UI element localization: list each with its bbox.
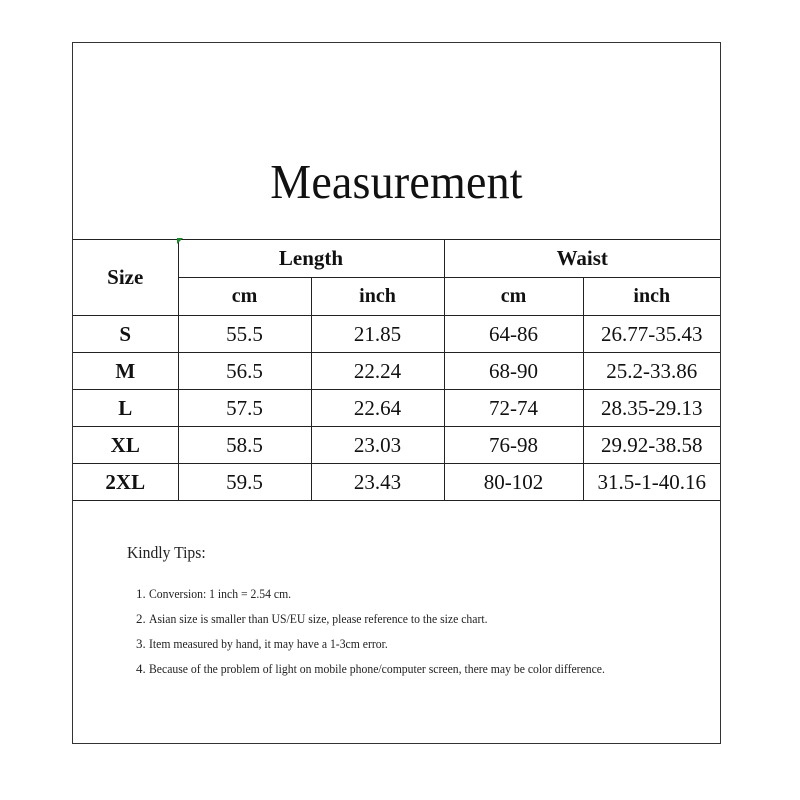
size-table [73,239,720,501]
tip-text: Because of the problem of light on mobile phone/computer screen, there may be color difference. [149,661,605,676]
measurement-card [72,42,721,744]
unit-header: inch [583,278,720,316]
tip-text: Item measured by hand, it may have a 1-3cm error. [149,636,388,651]
length-cm-cell: 56.5 [178,353,311,390]
length-cm-cell: 58.5 [178,427,311,464]
waist-inch-cell: 25.2-33.86 [583,353,720,390]
waist-inch-cell: 31.5-1-40.16 [583,464,720,501]
table-row [73,316,720,353]
waist-cm-cell: 80-102 [444,464,583,501]
size-cell: L [73,390,178,427]
table-row [73,427,720,464]
table-row [73,353,720,390]
table-header-row [73,240,720,278]
length-inch-cell: 21.85 [311,316,444,353]
size-cell: 2XL [73,464,178,501]
waist-cm-cell: 76-98 [444,427,583,464]
tips-list [127,581,687,681]
list-item [149,606,687,631]
waist-group-header: Waist [444,240,720,278]
waist-inch-cell: 28.35-29.13 [583,390,720,427]
list-item [149,581,687,606]
unit-header: cm [444,278,583,316]
list-item [149,656,687,681]
length-cm-cell: 55.5 [178,316,311,353]
waist-inch-cell: 29.92-38.58 [583,427,720,464]
size-cell: S [73,316,178,353]
waist-cm-cell: 72-74 [444,390,583,427]
table-row [73,464,720,501]
length-cm-cell: 57.5 [178,390,311,427]
unit-header: inch [311,278,444,316]
tips-section [127,543,687,681]
unit-header: cm [178,278,311,316]
cell-comment-marker-icon [177,238,183,244]
tip-text: Asian size is smaller than US/EU size, please reference to the size chart. [149,611,488,626]
list-item [149,631,687,656]
length-inch-cell: 22.64 [311,390,444,427]
length-inch-cell: 23.03 [311,427,444,464]
size-column-header: Size [73,240,178,316]
waist-cm-cell: 68-90 [444,353,583,390]
length-group-header: Length [178,240,444,278]
length-inch-cell: 22.24 [311,353,444,390]
length-inch-cell: 23.43 [311,464,444,501]
waist-inch-cell: 26.77-35.43 [583,316,720,353]
length-cm-cell: 59.5 [178,464,311,501]
tips-title: Kindly Tips: [127,543,206,562]
page-title: Measurement [270,154,523,209]
size-cell: XL [73,427,178,464]
table-row [73,390,720,427]
tip-text: Conversion: 1 inch = 2.54 cm. [149,586,292,601]
waist-cm-cell: 64-86 [444,316,583,353]
size-cell: M [73,353,178,390]
